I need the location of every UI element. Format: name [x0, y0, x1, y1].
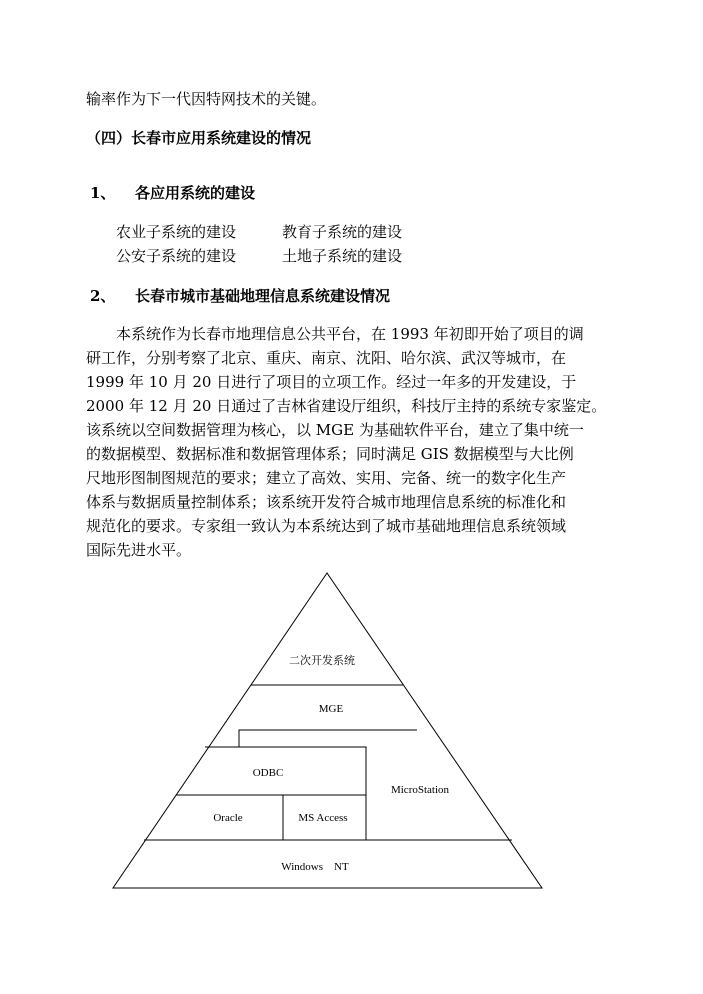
layer-odbc-label: ODBC — [252, 767, 284, 779]
layer-mge-label: MGE — [318, 703, 344, 715]
item2-title: 长春市城市基础地理信息系统建设情况 — [135, 287, 391, 305]
layer-windows-label: Windows NT — [281, 861, 349, 873]
paragraph-line: 国际先进水平。 — [86, 541, 192, 559]
odbc-box-outline — [205, 747, 366, 840]
sub-item-education: 教育子系统的建设 — [282, 223, 403, 241]
layer-oracle-label: Oracle — [213, 812, 243, 824]
item1-title: 各应用系统的建设 — [135, 184, 256, 202]
paragraph-line: 本系统作为长春市地理信息公共平台，在 1993 年初即开始了项目的调 — [86, 325, 584, 343]
paragraph-line: 该系统以空间数据管理为核心，以 MGE 为基础软件平台，建立了集中统一 — [86, 421, 584, 439]
layer-secondary-dev-label: 二次开发系统 — [289, 655, 355, 667]
paragraph-line: 规范化的要求。专家组一致认为本系统达到了城市基础地理信息系统领域 — [86, 517, 567, 535]
item1-number: 1、 — [90, 184, 116, 202]
sub-item-land: 土地子系统的建设 — [282, 247, 403, 265]
section-heading: （四）长春市应用系统建设的情况 — [86, 129, 312, 147]
paragraph-line: 体系与数据质量控制体系；该系统开发符合城市地理信息系统的标准化和 — [86, 493, 567, 511]
paragraph-line: 1999 年 10 月 20 日进行了项目的立项工作。经过一年多的开发建设，于 — [86, 373, 577, 391]
mge-box-outline — [239, 730, 417, 747]
paragraph-line: 研工作，分别考察了北京、重庆、南京、沈阳、哈尔滨、武汉等城市，在 — [86, 349, 567, 367]
item2-number: 2、 — [90, 287, 116, 305]
text-line-top: 输率作为下一代因特网技术的关键。 — [86, 90, 327, 108]
paragraph-line: 尺地形图制图规范的要求；建立了高效、实用、完备、统一的数字化生产 — [86, 469, 567, 487]
sub-item-police: 公安子系统的建设 — [116, 247, 237, 265]
paragraph-line: 2000 年 12 月 20 日通过了吉林省建设厅组织，科技厅主持的系统专家鉴定。 — [86, 397, 607, 415]
paragraph-line: 的数据模型、数据标准和数据管理体系；同时满足 GIS 数据模型与大比例 — [86, 445, 574, 463]
layer-microstation-label: MicroStation — [390, 784, 450, 796]
layer-msaccess-label: MS Access — [298, 812, 348, 824]
sub-item-agriculture: 农业子系统的建设 — [116, 223, 237, 241]
